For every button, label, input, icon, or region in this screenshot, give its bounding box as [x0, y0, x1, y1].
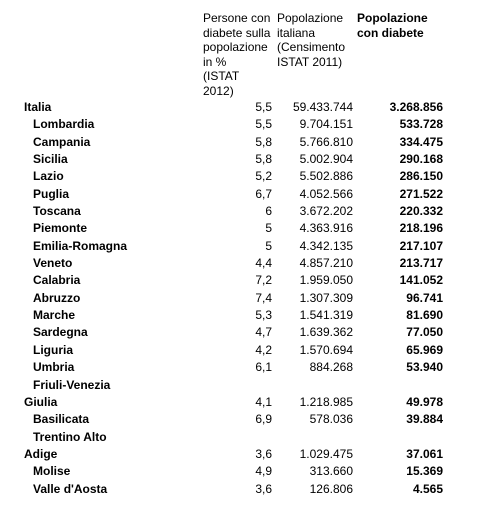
- diabetes-percent: 4,2: [255, 342, 272, 357]
- table-row: [0, 151, 477, 168]
- diabetic-population-value: 533.728: [399, 117, 443, 132]
- diabetic-population-value: 39.884: [406, 412, 443, 427]
- region-name: Valle d'Aosta: [33, 481, 108, 496]
- table-row: [0, 463, 477, 480]
- diabetes-percent: 4,9: [255, 464, 272, 479]
- diabetes-percent: 5,2: [255, 169, 272, 184]
- diabetic-population-value: 271.522: [399, 186, 443, 201]
- table-row: [0, 272, 477, 289]
- table-row: [0, 359, 477, 376]
- table-row: [0, 394, 477, 411]
- region-name: Trentino Alto: [33, 429, 107, 444]
- diabetes-percent: 4,1: [255, 394, 272, 409]
- region-name: Abruzzo: [33, 290, 81, 305]
- population-value: 313.660: [309, 464, 353, 479]
- table-row: [0, 99, 477, 116]
- region-name: Lombardia: [33, 117, 95, 132]
- table-row: [0, 307, 477, 324]
- diabetes-percent: 5,3: [255, 308, 272, 323]
- diabetes-percent: 4,7: [255, 325, 272, 340]
- diabetes-percent: 6,7: [255, 186, 272, 201]
- table-row: [0, 116, 477, 133]
- diabetes-percent: 5,5: [255, 117, 272, 132]
- table-row: [0, 168, 477, 185]
- population-value: 5.002.904: [299, 152, 353, 167]
- population-value: 9.704.151: [299, 117, 353, 132]
- table-row: [0, 220, 477, 237]
- table-row: [0, 290, 477, 307]
- region-name: Sicilia: [33, 152, 68, 167]
- table-body: [0, 99, 477, 498]
- header-population: Popolazione italiana (Censimento ISTAT 2011): [277, 11, 346, 69]
- region-name: Adige: [24, 446, 58, 461]
- population-value: 5.766.810: [299, 134, 353, 149]
- population-value: 3.672.202: [299, 204, 353, 219]
- header-diabetic-population: Popolazione con diabete: [357, 11, 428, 40]
- population-value: 1.029.475: [299, 446, 353, 461]
- population-value: 1.218.985: [299, 394, 353, 409]
- diabetes-percent: 5,8: [255, 134, 272, 149]
- diabetic-population-value: 96.741: [406, 290, 443, 305]
- diabetic-population-value: 77.050: [406, 325, 443, 340]
- diabetes-percent: 6: [265, 204, 272, 219]
- population-value: 4.857.210: [299, 256, 353, 271]
- diabetic-population-value: 286.150: [399, 169, 443, 184]
- diabetic-population-value: 4.565: [412, 481, 443, 496]
- diabetic-population-value: 213.717: [399, 256, 443, 271]
- table-row: [0, 255, 477, 272]
- population-value: 1.959.050: [299, 273, 353, 288]
- table-row: [0, 446, 477, 463]
- population-value: 5.502.886: [299, 169, 353, 184]
- region-name: Emilia-Romagna: [33, 238, 128, 253]
- diabetic-population-value: 37.061: [406, 446, 443, 461]
- table-row: [0, 429, 477, 446]
- region-name: Toscana: [33, 204, 81, 219]
- table-row: [0, 203, 477, 220]
- region-name: Liguria: [33, 342, 74, 357]
- diabetes-percent: 6,9: [255, 412, 272, 427]
- diabetic-population-value: 220.332: [399, 204, 443, 219]
- diabetic-population-value: 217.107: [399, 238, 443, 253]
- population-value: 4.363.916: [299, 221, 353, 236]
- population-value: 884.268: [309, 360, 353, 375]
- region-name: Campania: [33, 134, 91, 149]
- region-name: Molise: [33, 464, 71, 479]
- diabetes-percent: 6,1: [255, 360, 272, 375]
- diabetes-percent: 5,8: [255, 152, 272, 167]
- diabetic-population-value: 81.690: [406, 308, 443, 323]
- population-value: 1.541.319: [299, 308, 353, 323]
- diabetes-percent: 3,6: [255, 481, 272, 496]
- table-row: [0, 134, 477, 151]
- population-value: 59.433.744: [292, 100, 353, 114]
- population-value: 1.639.362: [299, 325, 353, 340]
- diabetic-population-value: 3.268.856: [389, 100, 443, 114]
- diabetic-population-value: 218.196: [399, 221, 443, 236]
- population-value: 4.052.566: [299, 186, 353, 201]
- region-name: Calabria: [33, 273, 81, 288]
- diabetes-percent: 5,5: [255, 100, 272, 114]
- diabetic-population-value: 290.168: [399, 152, 443, 167]
- region-name: Umbria: [33, 360, 75, 375]
- diabetic-population-value: 15.369: [406, 464, 443, 479]
- population-value: 578.036: [309, 412, 353, 427]
- region-name: Friuli-Venezia: [33, 377, 111, 392]
- diabetic-population-value: 141.052: [399, 273, 443, 288]
- region-name: Piemonte: [33, 221, 88, 236]
- header-diabetes-percent: Persone con diabete sulla popolazione in % (ISTAT 2012): [203, 11, 271, 98]
- population-value: 4.342.135: [299, 238, 353, 253]
- region-name: Giulia: [24, 394, 58, 409]
- region-name: Basilicata: [33, 412, 90, 427]
- table-row: [0, 377, 477, 394]
- diabetic-population-value: 334.475: [399, 134, 443, 149]
- region-name: Marche: [33, 308, 76, 323]
- diabetes-percent: 7,2: [255, 273, 272, 288]
- region-name: Puglia: [33, 186, 70, 201]
- diabetes-percent: 7,4: [255, 290, 272, 305]
- table-row: [0, 186, 477, 203]
- table-row: [0, 342, 477, 359]
- diabetes-percent: 4,4: [255, 256, 272, 271]
- table-row: [0, 481, 477, 498]
- diabetic-population-value: 49.978: [406, 394, 443, 409]
- population-value: 126.806: [309, 481, 353, 496]
- table-row: [0, 411, 477, 428]
- diabetic-population-value: 65.969: [406, 342, 443, 357]
- region-name: Lazio: [33, 169, 64, 184]
- diabetic-population-value: 53.940: [406, 360, 443, 375]
- region-name: Veneto: [33, 256, 73, 271]
- diabetes-percent: 3,6: [255, 446, 272, 461]
- table-row: [0, 238, 477, 255]
- diabetes-percent: 5: [265, 221, 272, 236]
- diabetes-percent: 5: [265, 238, 272, 253]
- population-value: 1.570.694: [299, 342, 353, 357]
- table-row: [0, 324, 477, 341]
- population-value: 1.307.309: [299, 290, 353, 305]
- region-name: Italia: [24, 100, 52, 114]
- region-name: Sardegna: [33, 325, 88, 340]
